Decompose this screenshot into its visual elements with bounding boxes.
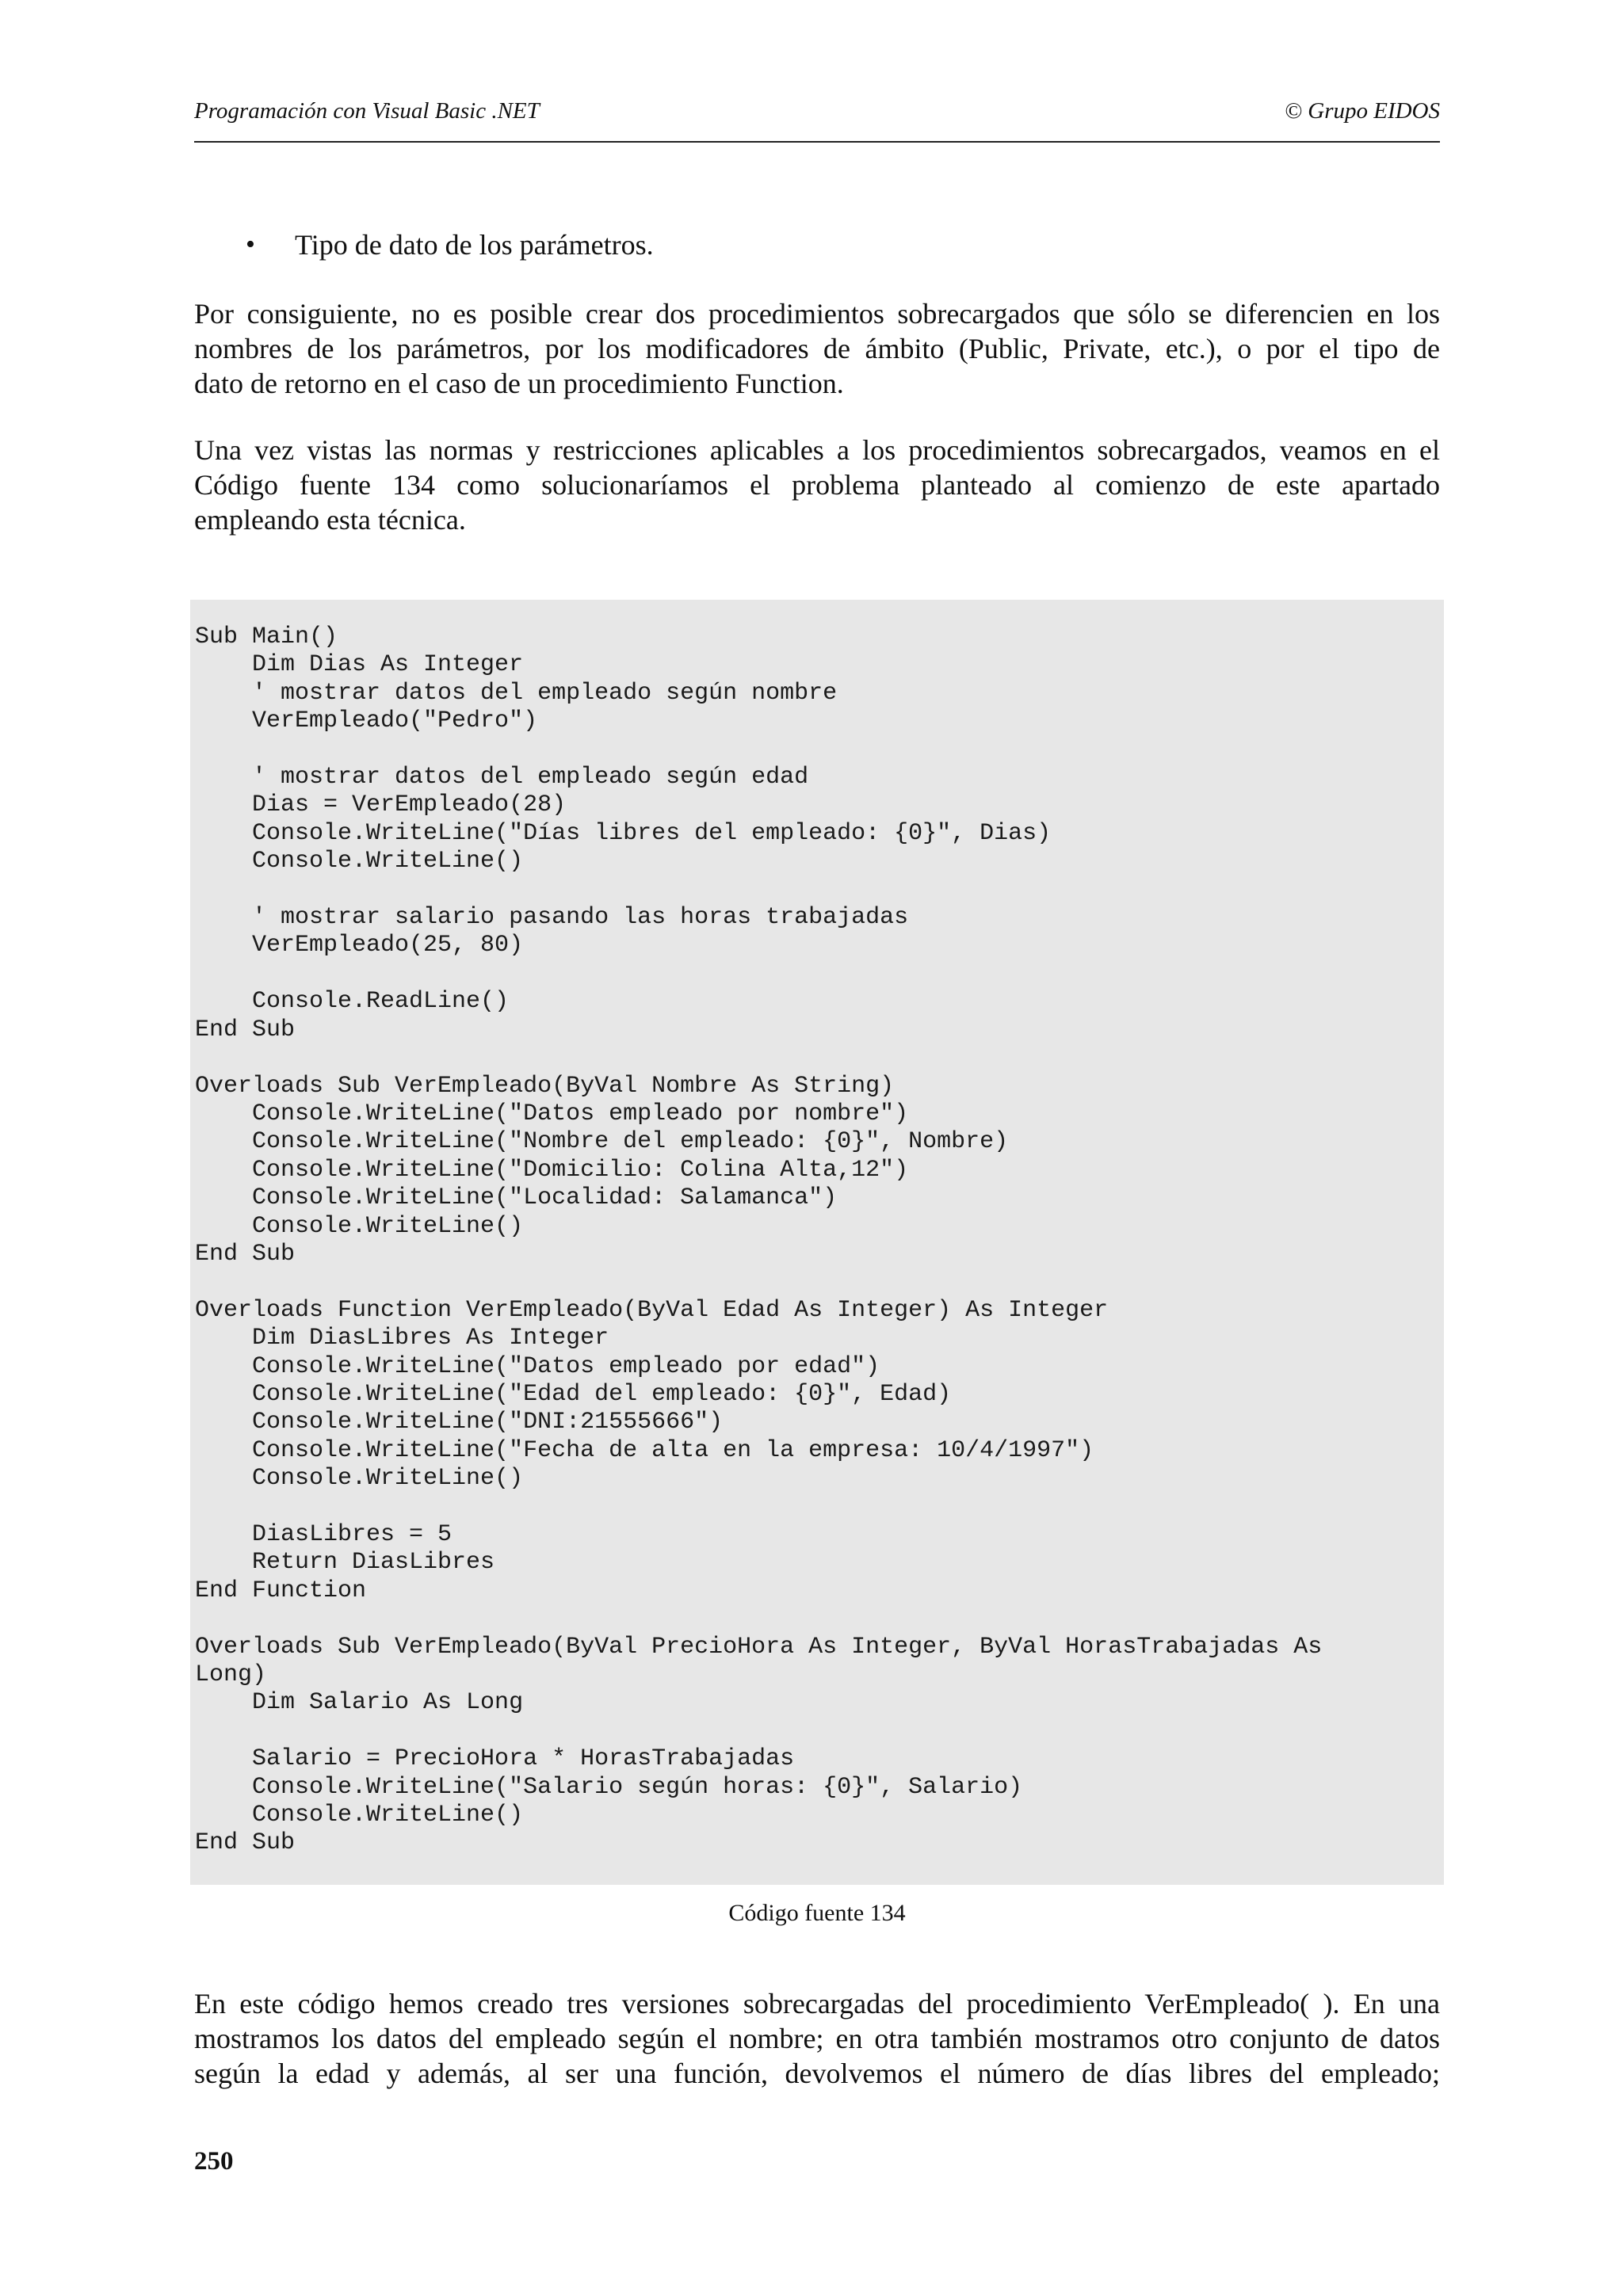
code-caption: Código fuente 134 [728,1900,906,1926]
bullet-text: Tipo de dato de los parámetros. [295,229,654,261]
paragraph-line: Código fuente 134 como solucionaríamos el problema planteado al comienzo de este apartado [194,469,1440,501]
paragraph-line: según la edad y además, al ser una función, devolvemos el número de días libres del empleado; [194,2058,1440,2089]
code-listing: Sub Main() Dim Dias As Integer ' mostrar datos del empleado según nombre VerEmpleado("Pedro") ' mostrar datos del empleado según edad Dias = VerEmpleado(28) Console.WriteLine("Días libres del empleado: {0}", Dias) Console.WriteLine() ' mostrar salario pasando las horas trabajadas VerEmpleado(25, 80) Console.ReadLine() End Sub Overloads Sub VerEmpleado(ByVal Nombre As String) Console.WriteLine("Datos empleado por nombre") Console.WriteLine("Nombre del empleado: {0}", Nombre) Console.WriteLine("Domicilio: Colina Alta,12") Console.WriteLine("Localidad: Salamanca") Console.WriteLine() End Sub Overloads Function VerEmpleado(ByVal Edad As Integer) As Integer Dim DiasLibres As Integer Console.WriteLine("Datos empleado por edad") Console.WriteLine("Edad del empleado: {0}", Edad) Console.WriteLine("DNI:21555666") Console.WriteLine("Fecha de alta en la empresa: 10/4/1997") Console.WriteLine() DiasLibres = 5 Return DiasLibres End Function Overloads Sub VerEmpleado(ByVal PrecioHora As Integer, ByVal HorasTrabajadas As Long) Dim Salario As Long Salario = PrecioHora * HorasTrabajadas Console.WriteLine("Salario según horas: {0}", Salario) Console.WriteLine() End Sub [195,624,1323,1857]
paragraph-overloading-restrictions [194,296,1440,401]
code-listing-box [190,600,1444,1885]
paragraph-line: Una vez vistas las normas y restricciones aplicables a los procedimientos sobrecargados, veamos en el [194,434,1440,466]
paragraph-line: En este código hemos creado tres versiones sobrecargadas del procedimiento VerEmpleado( ). En una [194,1988,1440,2019]
paragraph-line: dato de retorno en el caso de un procedimiento Function. [194,368,844,399]
paragraph-intro-code [194,433,1440,537]
bullet-icon: • [246,230,255,259]
book-title: Programación con Visual Basic .NET [194,98,540,124]
paragraph-explanation [194,1986,1440,2091]
paragraph-line: nombres de los parámetros, por los modificadores de ámbito (Public, Private, etc.), o por el tipo de [194,333,1440,364]
page-number: 250 [194,2147,234,2176]
paragraph-line: empleando esta técnica. [194,504,466,536]
publisher-name: © Grupo EIDOS [1284,98,1440,124]
paragraph-line: mostramos los datos del empleado según el nombre; en otra también mostramos otro conjunto de datos [194,2023,1440,2054]
paragraph-line: Por consiguiente, no es posible crear dos procedimientos sobrecargados que sólo se diferencien en los [194,298,1440,330]
page-header [194,93,1440,143]
